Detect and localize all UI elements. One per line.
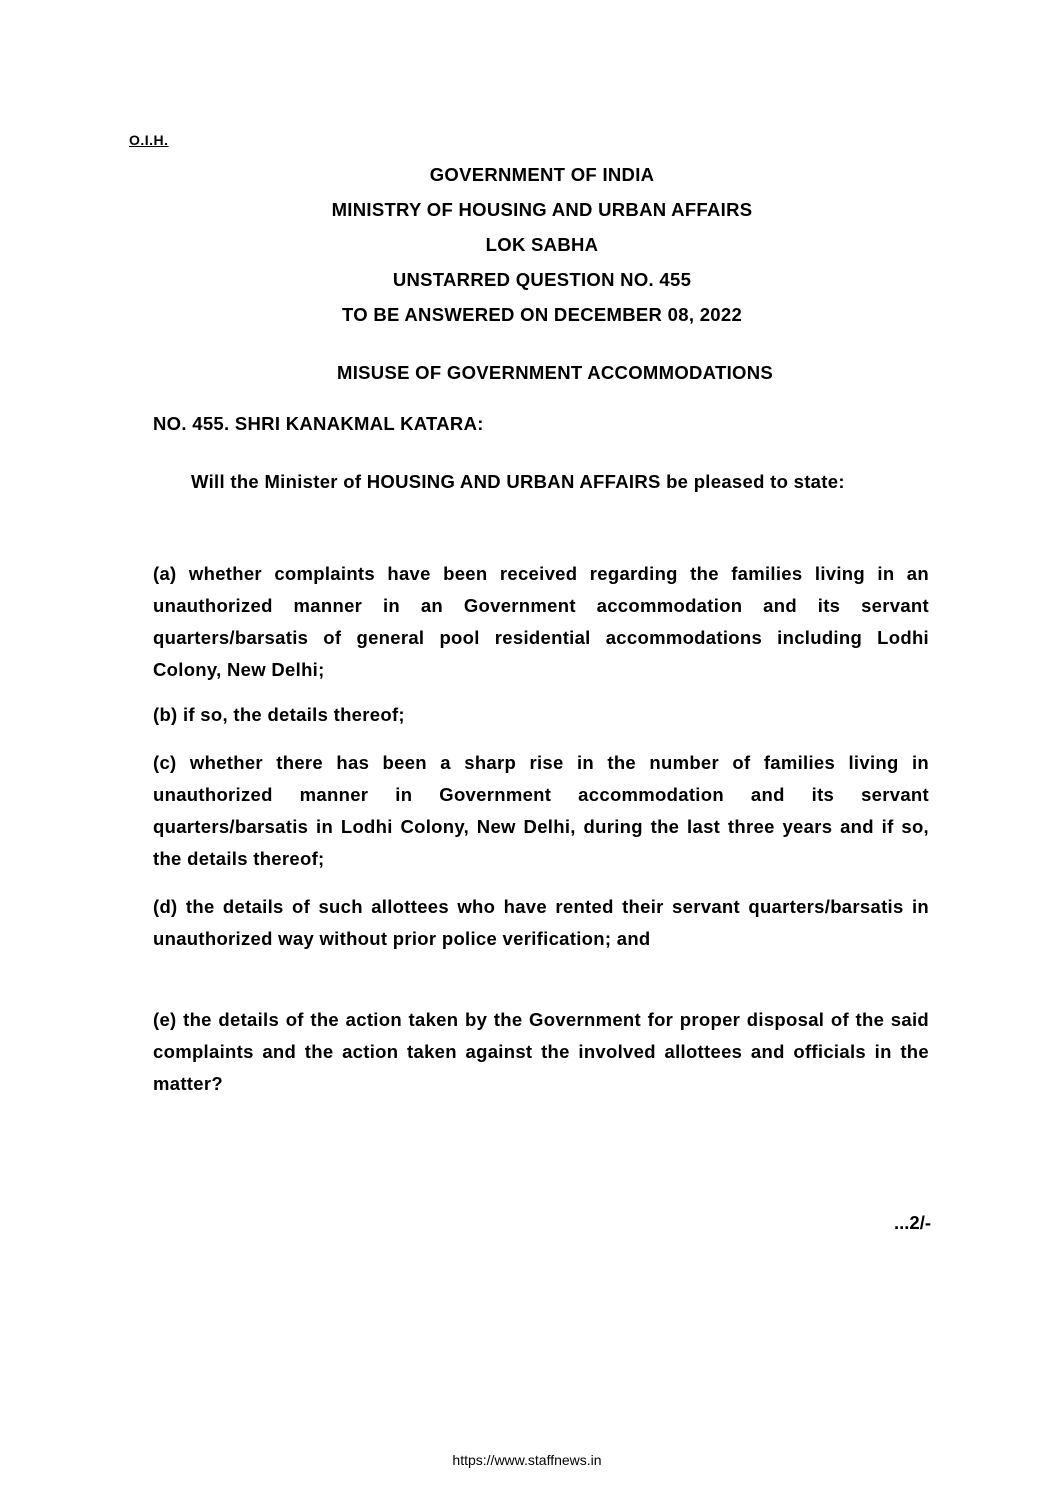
header-line-house: LOK SABHA: [485, 234, 599, 255]
question-part-a: (a) whether complaints have been received regarding the families living in an unauthorized manner in an Government accommodation and its servant quarters/barsatis of general pool residential accommodations including Lodhi Colony, New Delhi;: [153, 563, 929, 680]
question-intro: Will the Minister of HOUSING AND URBAN AFFAIRS be pleased to state:: [191, 471, 845, 492]
office-tag: O.I.H.: [129, 132, 169, 148]
header-line-ministry: MINISTRY OF HOUSING AND URBAN AFFAIRS: [331, 199, 753, 220]
question-part-e: (e) the details of the action taken by the Government for proper disposal of the said complaints and the action taken against the involved allottees and officials in the matter?: [153, 1009, 929, 1094]
question-part-c: (c) whether there has been a sharp rise in the number of families living in unauthorized manner in Government accommodation and its servant quarters/barsatis in Lodhi Colony, New Delhi, during the last three years and if so, the details thereof;: [153, 752, 929, 869]
header-line-government: GOVERNMENT OF INDIA: [429, 164, 655, 185]
footer-url: https://www.staffnews.in: [452, 1452, 602, 1468]
question-subject: MISUSE OF GOVERNMENT ACCOMMODATIONS: [337, 362, 773, 383]
question-member: NO. 455. SHRI KANAKMAL KATARA:: [153, 413, 484, 434]
header-line-answer-date: TO BE ANSWERED ON DECEMBER 08, 2022: [341, 304, 743, 325]
question-part-b: (b) if so, the details thereof;: [153, 704, 405, 725]
page-continuation: ...2/-: [893, 1212, 931, 1233]
question-part-d: (d) the details of such allottees who have rented their servant quarters/barsatis in unauthorized way without prior police verification; and: [153, 896, 929, 949]
header-line-question-number: UNSTARRED QUESTION NO. 455: [392, 269, 692, 290]
document-header: [0, 157, 1058, 332]
